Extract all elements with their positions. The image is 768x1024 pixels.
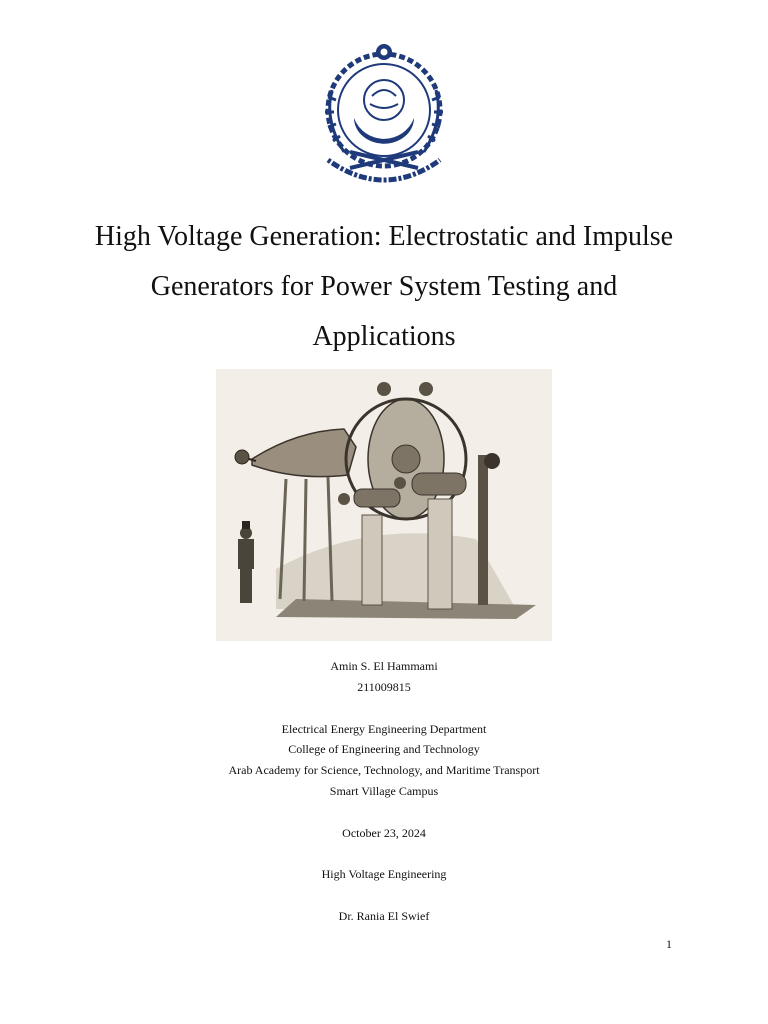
course-name: High Voltage Engineering <box>321 867 447 881</box>
university-crest-icon <box>306 40 462 200</box>
campus: Smart Village Campus <box>329 784 439 798</box>
electrostatic-generator-engraving <box>216 369 552 641</box>
author-name: Amin S. El Hammami <box>330 659 438 673</box>
document-title <box>60 212 708 362</box>
department: Electrical Energy Engineering Department <box>281 722 487 736</box>
academy: Arab Academy for Science, Technology, and Maritime Transport <box>228 763 540 777</box>
student-id: 211009815 <box>357 680 411 694</box>
title-line-3: Applications <box>312 321 456 352</box>
university-logo <box>306 40 462 200</box>
title-line-1: High Voltage Generation: Electrostatic and Impulse <box>94 221 674 252</box>
instructor-name: Dr. Rania El Swief <box>338 909 430 923</box>
title-line-2: Generators for Power System Testing and <box>150 271 618 302</box>
college: College of Engineering and Technology <box>288 742 480 756</box>
generator-illustration <box>216 369 552 641</box>
submission-date: October 23, 2024 <box>342 826 426 840</box>
page-number: 1 <box>666 937 672 951</box>
